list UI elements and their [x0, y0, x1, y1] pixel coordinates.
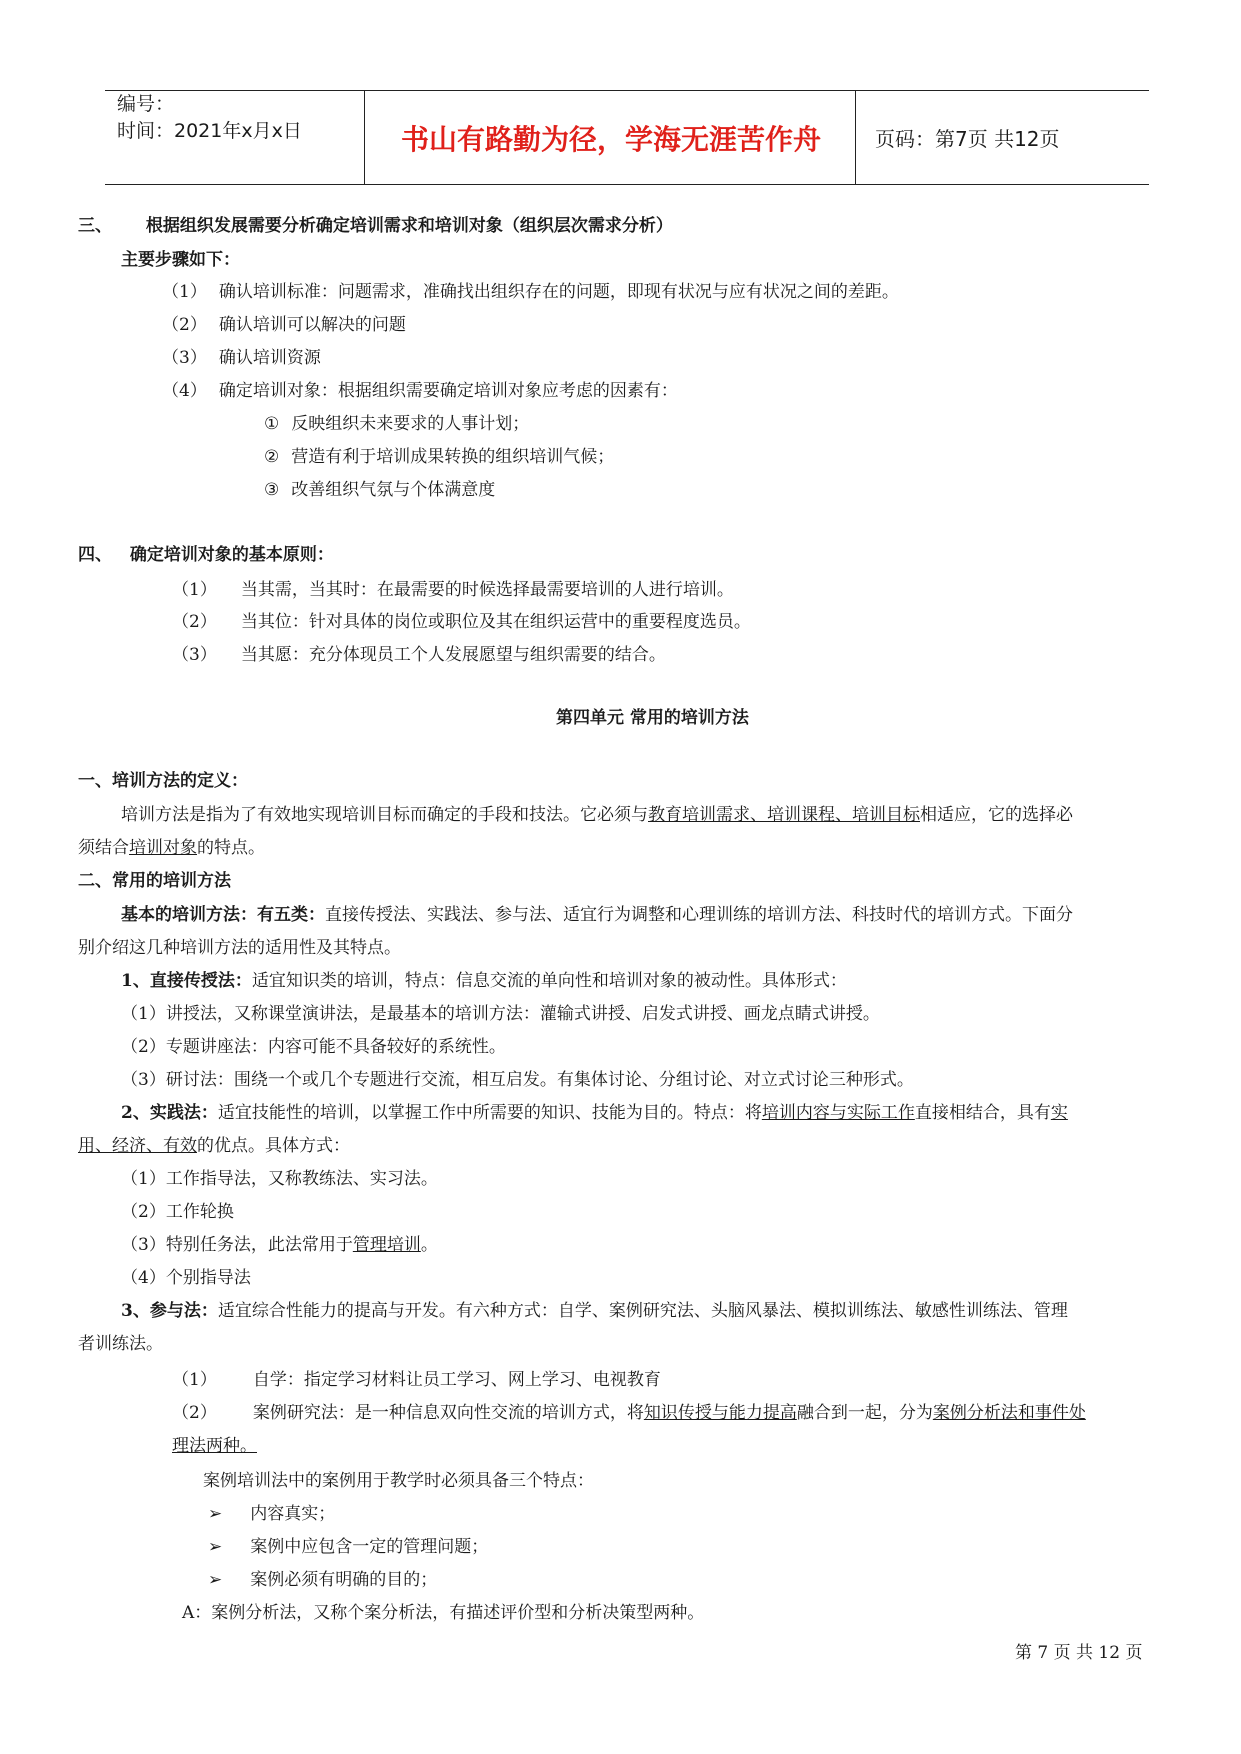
method1-item: （1）讲授法，又称课堂演讲法，是最基本的培训方法：灌输式讲授、启发式讲授、画龙点睛式讲授。	[121, 1004, 880, 1024]
section3-title: 根据组织发展需要分析确定培训需求和培训对象（组织层次需求分析）	[145, 216, 673, 236]
method3-cont: 者训练法。	[78, 1334, 163, 1354]
method2-item: （1）工作指导法，又称教练法、实习法。	[121, 1169, 438, 1189]
factor-item: ③ 改善组织气氛与个体满意度	[264, 480, 496, 500]
factor-item: ② 营造有利于培训成果转换的组织培训气候；	[264, 447, 615, 467]
definition-paragraph: 培训方法是指为了有效地实现培训目标而确定的手段和技法。它必须与教育培训需求、培训课程、培训目标相适应，它的选择必	[121, 805, 1073, 825]
section3-heading	[78, 214, 673, 238]
bullet-arrow-icon: ➢	[208, 1570, 223, 1590]
section4-num: 四、	[78, 545, 112, 565]
methods-heading: 二、常用的培训方法	[78, 871, 231, 891]
participation-item: （2） 案例研究法：是一种信息双向性交流的培训方式，将知识传授与能力提高融合到一起，分为案例分析法和事件处	[172, 1403, 1086, 1423]
method2-cont: 用、经济、有效的优点。具体方式：	[78, 1136, 350, 1156]
section4-heading	[78, 543, 334, 567]
method1-item: （2）专题讲座法：内容可能不具备较好的系统性。	[121, 1037, 506, 1057]
section3-step: （4） 确定培训对象：根据组织需要确定培训对象应考虑的因素有：	[162, 381, 678, 401]
header-meta-cell	[105, 91, 365, 184]
time-label: 时间：2021年x月x日	[117, 120, 302, 142]
method2: 2、实践法：适宜技能性的培训，以掌握工作中所需要的知识、技能为目的。特点：将培训内容与实际工作直接相结合，具有实	[121, 1103, 1068, 1123]
case-point: ➢ 案例中应包含一定的管理问题；	[208, 1537, 489, 1557]
section3-step: （2） 确认培训可以解决的问题	[162, 315, 406, 335]
section3-num: 三、	[78, 216, 112, 236]
page-footer: 第 7 页 共 12 页	[1015, 1643, 1143, 1663]
definition-heading: 一、培训方法的定义：	[78, 771, 248, 791]
section3-step: （1） 确认培训标准：问题需求，准确找出组织存在的问题，即现有状况与应有状况之间的差距。	[162, 282, 899, 302]
method2-item: （2）工作轮换	[121, 1202, 234, 1222]
case-point: ➢ 内容真实；	[208, 1504, 336, 1524]
participation-item: （1） 自学：指定学习材料让员工学习、网上学习、电视教育	[172, 1370, 661, 1390]
method2-item: （4）个别指导法	[121, 1268, 251, 1288]
section3-step: （3） 确认培训资源	[162, 348, 321, 368]
case-analysis: A：案例分析法，又称个案分析法，有描述评价型和分析决策型两种。	[182, 1603, 705, 1623]
basic-methods: 基本的培训方法：有五类：直接传授法、实践法、参与法、适宜行为调整和心理训练的培训方法、科技时代的培训方式。下面分	[121, 905, 1073, 925]
case-intro: 案例培训法中的案例用于教学时必须具备三个特点：	[203, 1471, 594, 1491]
method2-item: （3）特别任务法，此法常用于管理培训。	[121, 1235, 438, 1255]
bullet-arrow-icon: ➢	[208, 1504, 223, 1524]
method1: 1、直接传授法：适宜知识类的培训，特点：信息交流的单向性和培训对象的被动性。具体形式：	[121, 971, 847, 991]
header-page-info: 页码：第7页 共12页	[875, 127, 1060, 151]
section3-subhead: 主要步骤如下：	[121, 250, 240, 270]
bullet-arrow-icon: ➢	[208, 1537, 223, 1557]
document-header	[105, 90, 1149, 185]
section4-title: 确定培训对象的基本原则：	[129, 545, 334, 565]
principle-item: （2） 当其位：针对具体的岗位或职位及其在组织运营中的重要程度选员。	[172, 612, 751, 632]
basic-methods-cont: 别介绍这几种培训方法的适用性及其特点。	[78, 938, 401, 958]
principle-item: （1） 当其需，当其时：在最需要的时候选择最需要培训的人进行培训。	[172, 580, 734, 600]
definition-paragraph-cont: 须结合培训对象的特点。	[78, 838, 265, 858]
principle-item: （3） 当其愿：充分体现员工个人发展愿望与组织需要的结合。	[172, 645, 666, 665]
header-motto: 书山有路勤为径，学海无涯苦作舟	[367, 91, 856, 184]
participation-item-cont: 理法两种。	[172, 1436, 257, 1456]
unit-title: 第四单元 常用的培训方法	[556, 708, 749, 728]
factor-item: ① 反映组织未来要求的人事计划；	[264, 414, 530, 434]
case-point: ➢ 案例必须有明确的目的；	[208, 1570, 438, 1590]
number-label: 编号：	[117, 93, 175, 115]
method3: 3、参与法：适宜综合性能力的提高与开发。有六种方式：自学、案例研究法、头脑风暴法、模拟训练法、敏感性训练法、管理	[121, 1301, 1068, 1321]
method1-item: （3）研讨法：围绕一个或几个专题进行交流，相互启发。有集体讨论、分组讨论、对立式讨论三种形式。	[121, 1070, 914, 1090]
